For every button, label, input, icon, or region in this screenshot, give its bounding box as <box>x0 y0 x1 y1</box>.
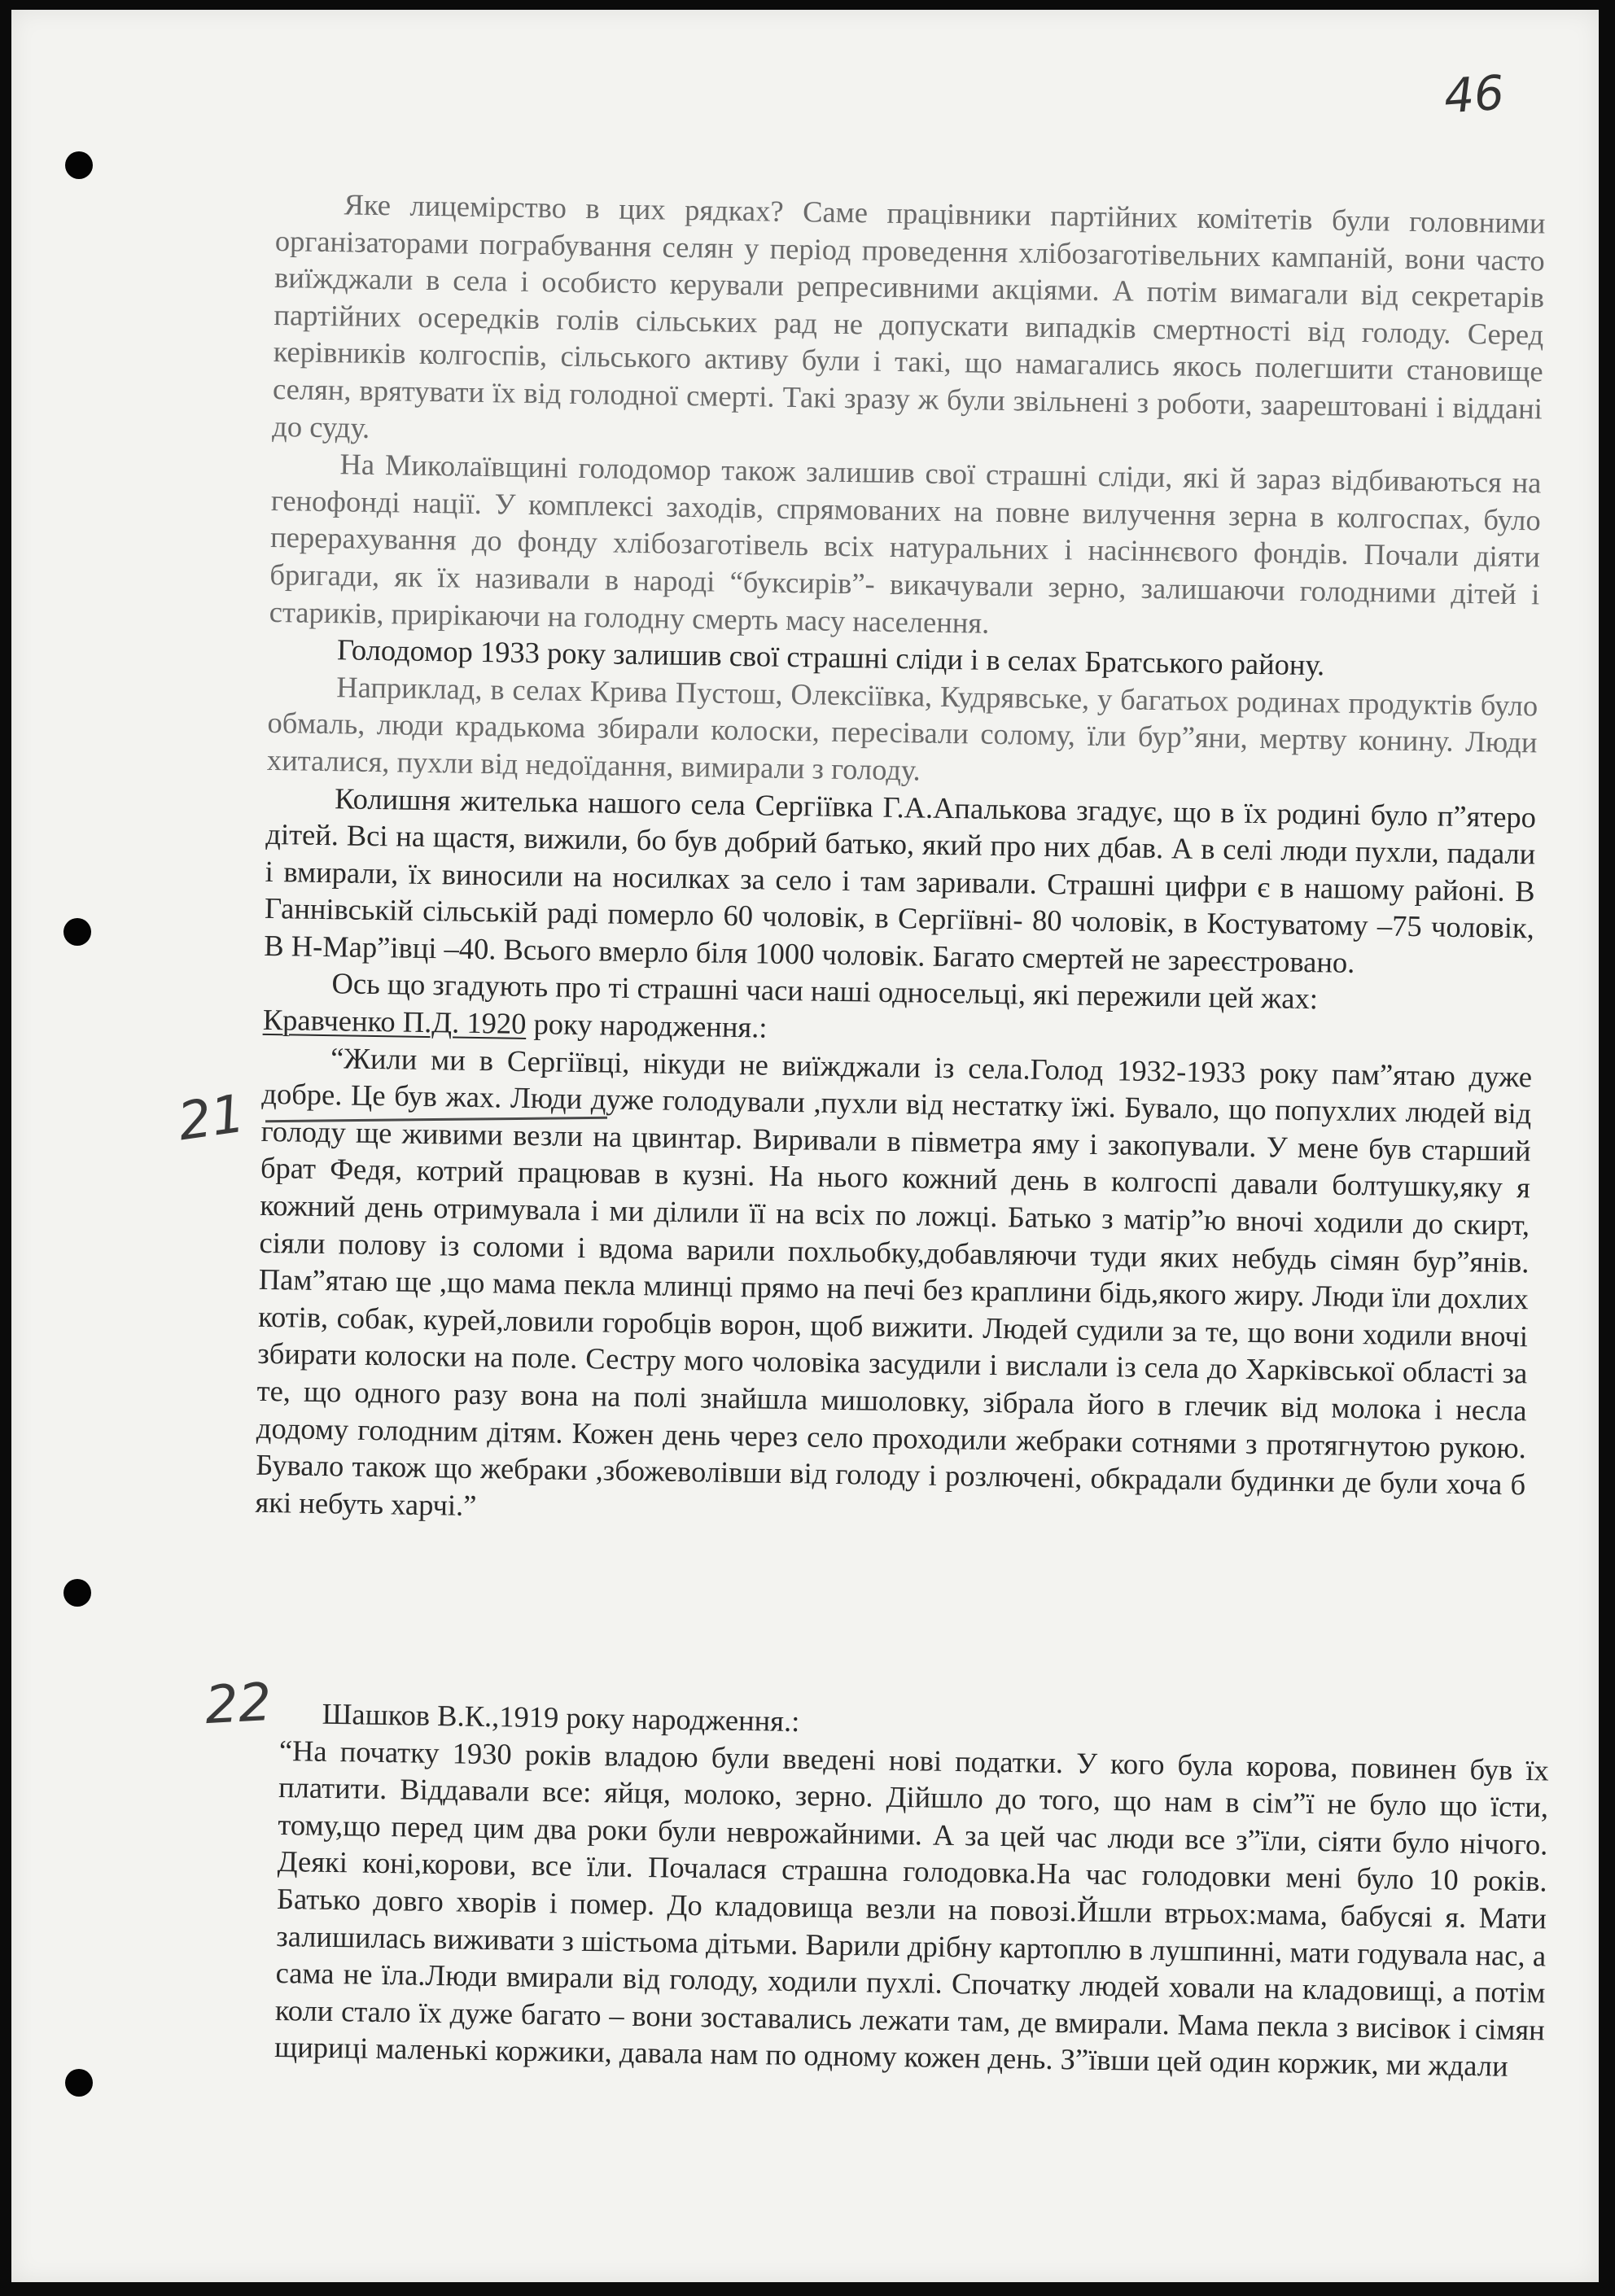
document-page <box>11 10 1599 2282</box>
punch-hole-middle <box>63 918 91 946</box>
paragraph: Голодомор 1933 року залишив свої страшні сліди і в селах Братського району. <box>336 632 1325 682</box>
paragraph: Колишня жителька нашого села Сергіївка Г.А.Апалькова згадує, що в їх родині було п”ятеро дітей. Всі на щастя, вижили, бо був добрий батько, який про них дбав. А в селі люди пухли, падали і вмирали, їх виносили на носилках за село і там заривали. Страшні цифри є в нашому районі. В Ганнівській сільській раді померло 60 чоловік, в Сергіївні- 80 чоловік, в Костуватому –75 чоловік, В Н-Мар”івці –40. Всього вмерло біля 1000 чоловік. Багато смертей не зареєстровано. <box>264 781 1537 979</box>
witness-quote: “На початку 1930 років владою були введені нові податки. У кого була корова, повинен був їх платити. Віддавали все: яйця, молоко, зерно. Дійшло до того, що нам в сім”ї не було що їсти, тому,що перед цим два роки були неврожайними. А за цей час люди все з”їли, сіяти було нічого. Деякі коні,корови, все їли. Почалася страшна голодовка.На час голодовки мені було 10 років. Батько довго хворів і помер. До кладовища везли на повозі.Йшли втрьох:мама, бабусяі я. Мати залишилась виживати з шістьома дітьми. Варили дрібну картоплю в лушпинні, мати годувала нас, а сама не їла.Люди вмирали від голоду, ходили пухлі. Спочатку людей ховали на кладовищі, а потім коли стало їх дуже багато – вони зоставались лежати там, де вмирали. Мама пекла з висівок і сімян щириці маленькі коржики, давала нам по одному кожен день. З”ївши цей один коржик, ми ждали <box>274 1733 1550 2084</box>
punch-hole-bottom <box>65 2069 93 2097</box>
typed-text-upper <box>255 185 1546 1541</box>
typed-text-lower <box>274 1695 1550 2085</box>
witness-birth-year-label: року народження.: <box>526 1007 768 1044</box>
punch-hole-top <box>65 151 93 179</box>
witness-quote: “Жили ми в Сергіївці, нікуди не виїжджали із села.Голод 1932-1933 року пам”ятаю дуже добре. Це був жах. Люди дуже голодували ,пухли від нестатку їжі. Бувало, що попухлих людей від голоду ще живими везли на цвинтар. Виривали в півметра яму і закопували. У мене був старший брат Федя, котрий працював в кузні. На нього кожний день в колгоспі давали болтушку,яку я кожний день отримувала і ми ділили її на всіх по ложці. Батько з матір”ю вночі ходили до скирт, сіяли полову із соломи і вдома варили похльобку,добавляючи туди яких небудь сімян бур”янів. Пам”ятаю ще ,що мама пекла млинці прямо на печі без краплини бідь,якого жиру. Люди їли дохлих котів, собак, курей,ловили горобців ворон, щоб вижити. Людей судили за те, що вони ходили вночі збирати колоски на поле. Сестру мого чоловіка засудили і вислали із села до Харківської області за те, що одного разу вона на полі знайшла мишоловку, зібрала його в глечик від молока і несла додому голодним дітям. Кожен день через село проходили жебраки сотнями з протягнутою рукою. Бувало також що жебраки ,збожеволівши від голоду і розлючені, обкрадали будинки де були хоча б які небуть харчі.” <box>255 1040 1533 1522</box>
paragraph: На Миколаївщині голодомор також залишив свої страшні сліди, які й зараз відбиваються на генофонді нації. У комплексі заходів, спрямованих на повне вилучення зерна в колгоспах, було перерахування до фонду хлібозаготівель всіх натуральних і насіннєвого фондів. Почали діяти бригади, як їх називали в народі “буксирів”- викачували зерно, залишаючи голодними дітей і стариків, прирікаючи на голодну смерть масу населення. <box>269 447 1542 640</box>
punch-hole-lower <box>63 1579 91 1607</box>
witness-heading: Шашков В.К.,1919 року народження.: <box>322 1696 800 1738</box>
witness-name: Кравченко П.Д. 1920 <box>262 1002 527 1041</box>
paragraph: Ось що згадують про ті страшні часи наші односельці, які пережили цей жах: <box>331 966 1319 1016</box>
handwritten-page-number: 46 <box>1442 64 1507 125</box>
handwritten-margin-number-21: 21 <box>174 1083 249 1153</box>
paragraph: Наприклад, в селах Крива Пустош, Олексіївка, Кудрявське, у багатьох родинах продуктів було обмаль, люди крадькома збирали колоски, пересівали солому, їли бур”яни, мертву конину. Люди хиталися, пухли від недоїдання, вимирали з голоду. <box>266 669 1538 787</box>
handwritten-margin-number-22: 22 <box>204 1672 274 1737</box>
paragraph: Яке лицемірство в цих рядках? Саме працівники партійних комітетів були головними організаторами пограбування селян у період проведення хлібозаготівельних кампаній, вони часто виїжджали в села і особисто керували репресивними акціями. А потім вимагали від секретарів партійних осередків голів сільських рад не допускати випадків смертності від голоду. Серед керівників колгоспів, сільського активу були і такі, що намагались якось полегшити становище селян, врятувати їх від голодної смерті. Такі зразу ж були звільнені з роботи, заарештовані і віддані до суду. <box>272 187 1546 444</box>
